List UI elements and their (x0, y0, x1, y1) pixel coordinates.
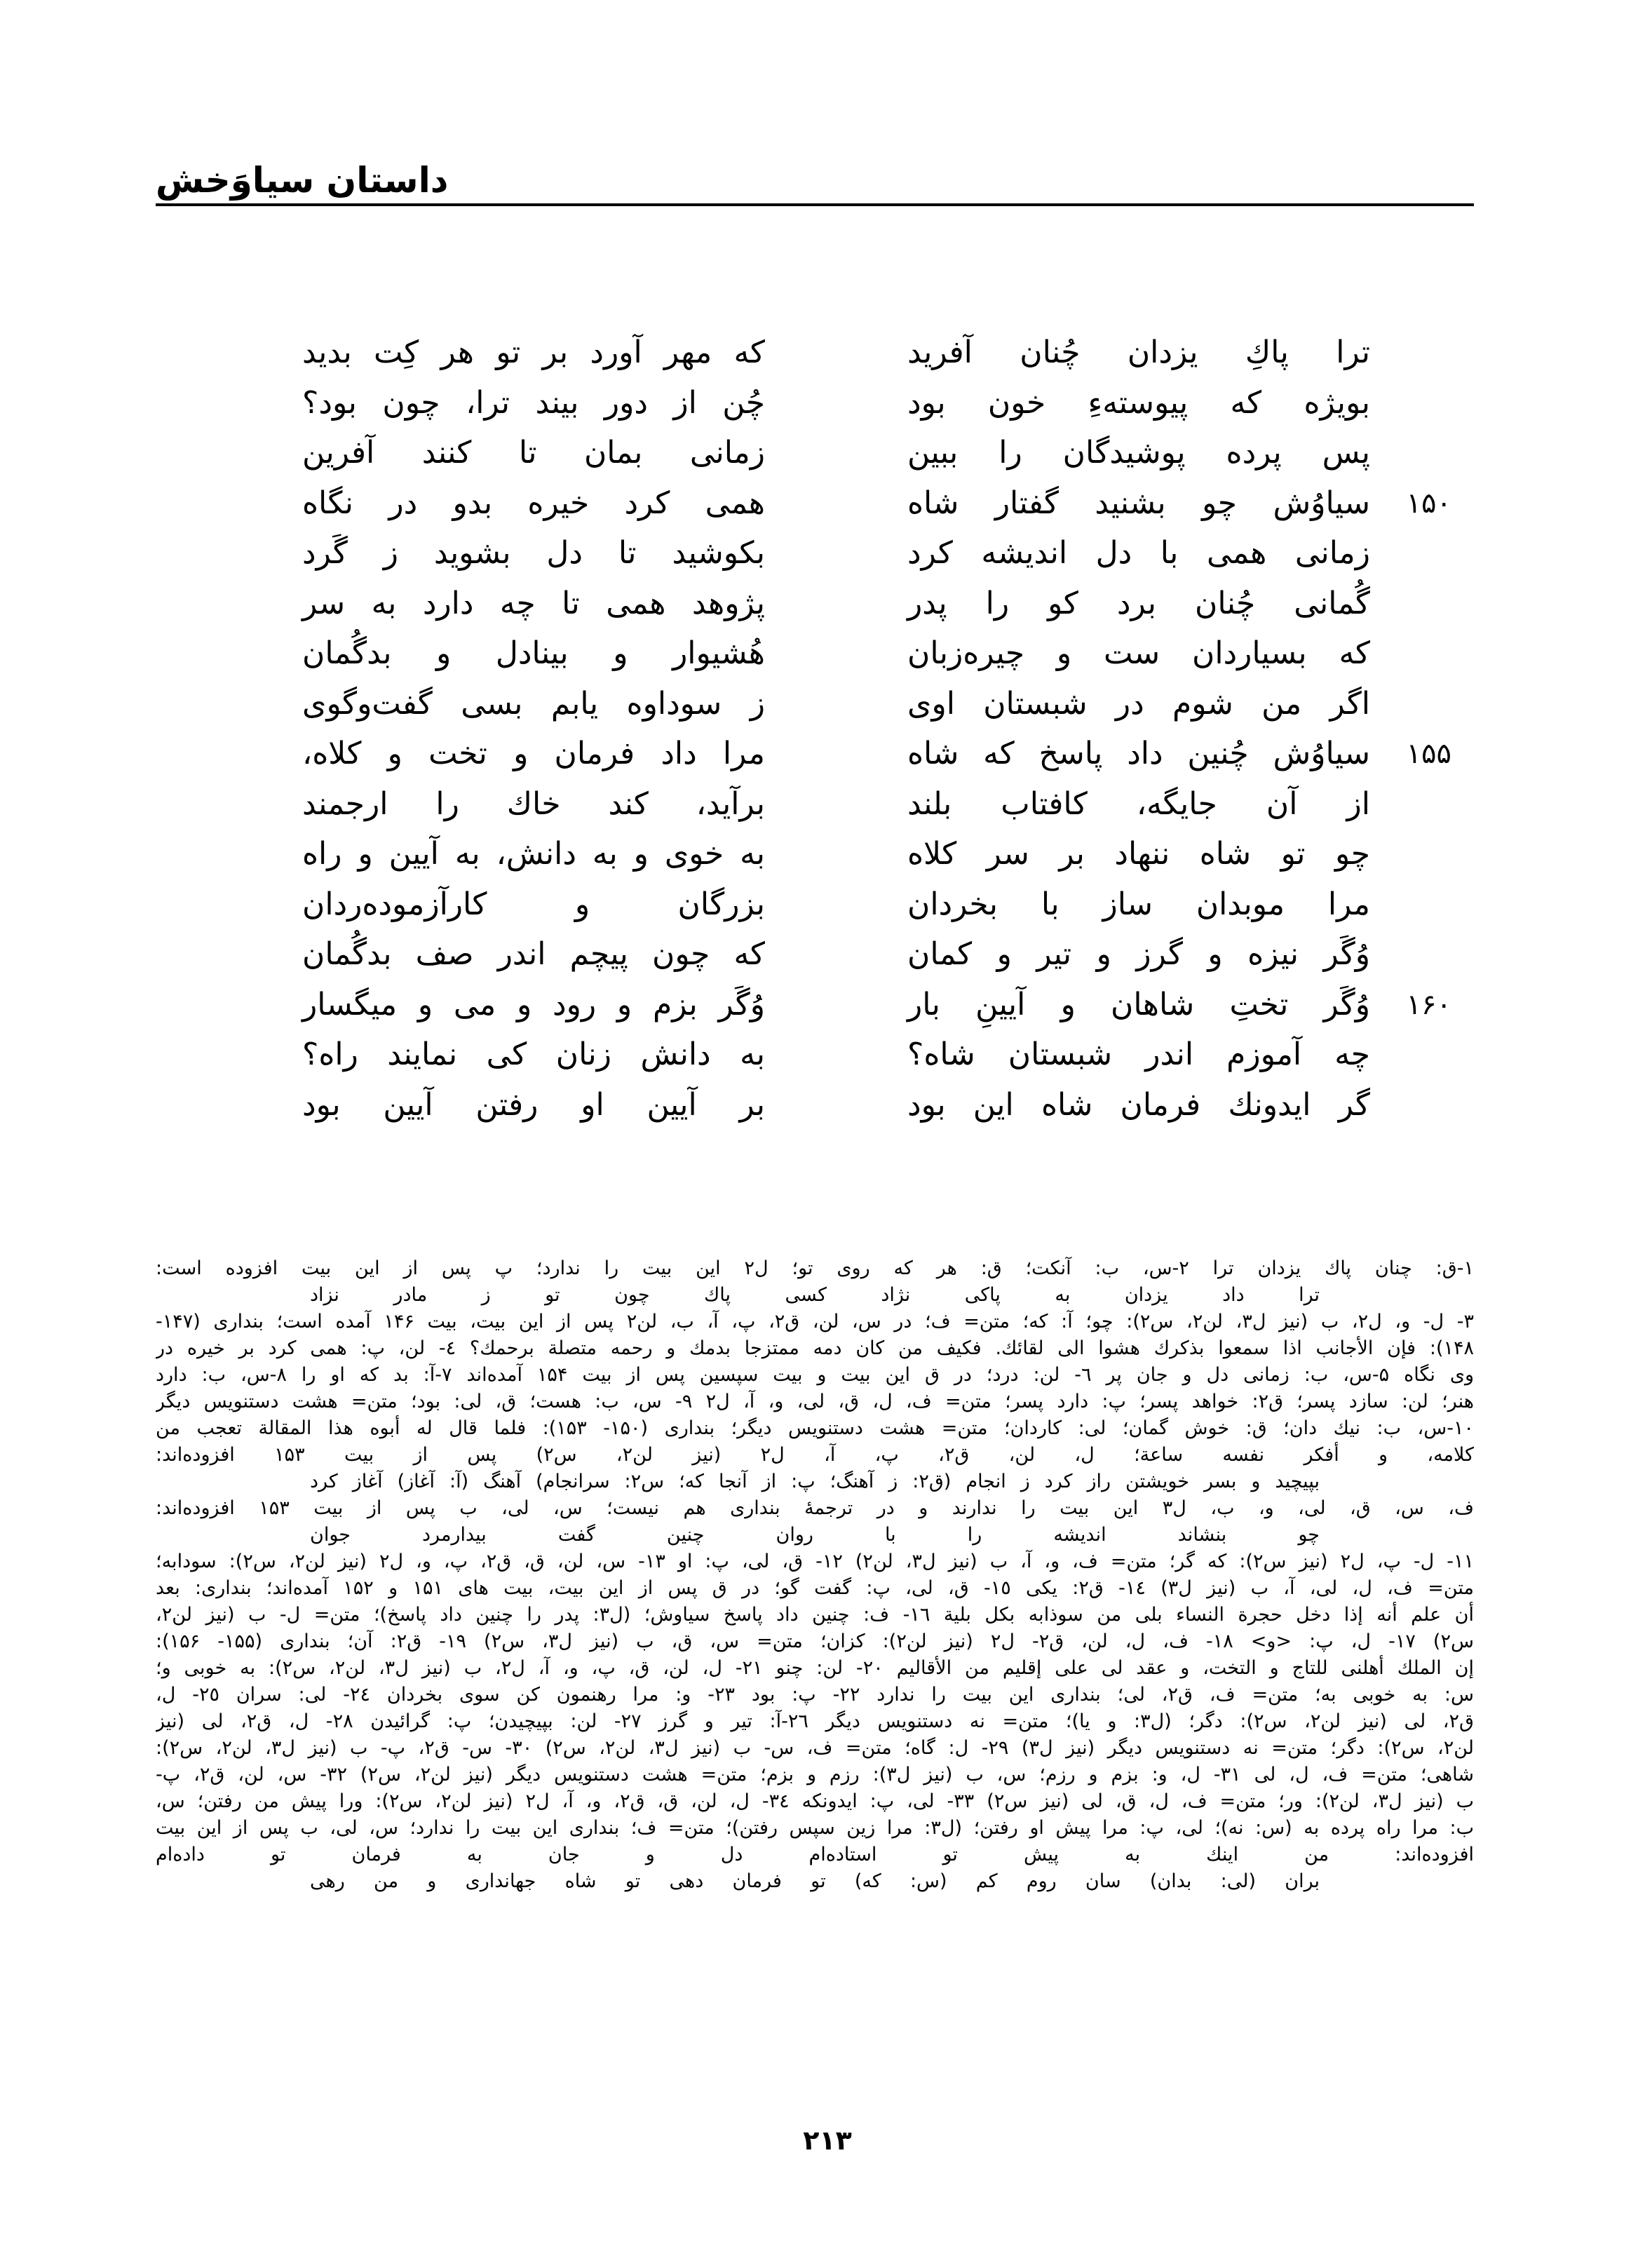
hemistich-first: گر ایدونك فرمان شاه این بود (907, 1086, 1370, 1123)
verse-row (0, 430, 1645, 478)
footnote-line: إن الملك أهلنی للتاج و التخت، و عقد لی علی إقلیم من الأقالیم ٢٠- لن: چنو ٢١- ل، لن، ق، پ، و، آ، ل۲، ب (نیز ل۳، لن۲، س۲): به خوبی و؛ (156, 1657, 1474, 1679)
hemistich-first: ترا پاكِ یزدان چُنان آفرید (907, 335, 1370, 370)
footnote-line: ۳- ل- و، ل۲، ب (نیز ل۳، لن۲، س۲): چو؛ آ: كه؛ متن= ف؛ در س، لن، ق۲، پ، آ، ب، لن۲ پس از این بیت، بیت ۱۴۶ آمده است؛ بنداری (۱۴۷- (156, 1311, 1474, 1332)
footnote-line: ۱۰-س، ب: نیك دان؛ ق: خوش گمان؛ لی: كاردان؛ متن= هشت دستنویس دیگر؛ بنداری (۱۵۰- ۱۵۳): فلما قال له أبوه هذا المقالة تعجب من (156, 1417, 1474, 1439)
hemistich-second: برآید، كند خاك را ارجمند (302, 785, 765, 822)
footnote-quoted-verse: ترا داد یزدان به پاكی نژاد كسی پاك چون تو ز مادر نزاد (310, 1284, 1320, 1306)
hemistich-second: كه چون پیچم اندر صف بدگُمان (302, 936, 765, 972)
hemistich-second: ز سوداوه یابم بسی گفت‌وگوی (302, 685, 765, 722)
hemistich-second: چُن از دور بیند ترا، چون بود؟ (302, 384, 765, 421)
hemistich-second: بكوشید تا دل بشوید ز گَرد (302, 535, 765, 571)
hemistich-second: همی كرد خیره بدو در نگاه (302, 485, 765, 521)
hemistich-first: مرا موبدان ساز با بخردان (907, 886, 1370, 922)
footnote-line: افزوده‌اند: من اینك به پیش تو استاده‌ام دل و جان به فرمان تو داده‌ام (156, 1844, 1474, 1865)
hemistich-first: زمانی همی با دل اندیشه كرد (907, 535, 1370, 571)
verse-row (0, 681, 1645, 729)
footnote-line: س: به خوبی به؛ متن= ف، ق۲، لی؛ بنداری این بیت را ندارد ٢٢- پ: بود ٢٣- و: مرا رهنمون كن سوی بخردان ٢٤- لی: سران ٢٥- ل، (156, 1684, 1474, 1706)
hemistich-first: بویژه كه پیوستهءِ خون بود (907, 384, 1370, 421)
hemistich-second: به دانش زنان كی نمایند راه؟ (302, 1037, 765, 1072)
footnote-line: لن۲، س۲): دگر؛ متن= نه دستنویس دیگر (نیز ل۳) ٢٩- ل: گاه؛ متن= ف، س- ب (نیز ل۳، لن۲، س۲) ٣٠- س- ق۲، پ- ب (نیز ل۳، لن۲، س۲): (156, 1737, 1474, 1759)
footnote-quoted-verse: چو بنشاند اندیشه را با روان چنین گفت بیدارمرد جوان (310, 1524, 1320, 1546)
verse-row (0, 831, 1645, 879)
footnote-line: ف، س، ق، لی، و، ب، ل۳ این بیت را ندارند و در ترجمهٔ بنداری هم نیست؛ س، لی، ب پس از بیت ۱۵۳ افزوده‌اند: (156, 1497, 1474, 1519)
verse-row (0, 1032, 1645, 1080)
hemistich-first: سیاوُش چُنین داد پاسخ كه شاه (907, 736, 1370, 771)
hemistich-second: پژوهد همی تا چه دارد به سر (302, 585, 765, 621)
hemistich-second: وُگَر بزم و رود و می و میگسار (302, 986, 765, 1022)
footnote-line: هنر؛ لن: سازد پسر؛ ق۲: خواهد پسر؛ پ: دارد پسر؛ متن= ف، ل، ق، لی، و، آ، ل۲ ۹- س، ب: هست؛ ق، لی: بود؛ متن= هشت دستنویس دیگر (156, 1391, 1474, 1412)
hemistich-first: چه آموزم اندر شبستان شاه؟ (907, 1037, 1370, 1072)
verse-row (0, 1082, 1645, 1130)
hemistich-second: به خوی و به دانش، به آیین و راه (302, 836, 765, 872)
verse-row (0, 330, 1645, 378)
verse-row (0, 882, 1645, 930)
verse-number: ۱۵۰ (1406, 487, 1451, 520)
footnote-quoted-verse: بپیچید و بسر خویشتن راز كرد ز انجام (ق۲: ز آهنگ؛ پ: از آنجا كه؛ س۲: سرانجام) آهنگ (آ: آغاز) آغاز كرد (310, 1471, 1320, 1492)
verse-row (0, 581, 1645, 629)
footnote-line: أن علم أنه إذا دخل حجرة النساء بلی من سوذابه بكل بلیة ١٦- ف: چنین داد پاسخ سیاوش؛ (ل۳: پدر را چنین داد پاسخ)؛ متن= ل- ب (نیز لن۲، (156, 1604, 1474, 1626)
running-header-title: داستان سیاوَخش (156, 160, 449, 201)
verse-row (0, 530, 1645, 579)
verse-number: ۱۵۵ (1406, 738, 1451, 770)
footnote-line: شاهی؛ متن= ف، ل، لی ٣١- ل، و: بزم و رزم؛ س، ب (نیز ل۳): رزم و بزم؛ متن= هشت دستنویس دیگر (نیز لن۲، س۲) ٣٢- س، لن، ق۲، پ- (156, 1764, 1474, 1786)
verse-row (0, 781, 1645, 830)
footnote-line: ب (نیز ل۳، لن۲): ور؛ متن= ف، ل، ق، لی (نیز س۲) ٣٣- لی، پ: ایدونكه ٣٤- ل، لن، ق، ق۲، و، آ، ل۲ (نیز لن۲، س۲): ورا پیش من رفتن؛ س، (156, 1790, 1474, 1812)
hemistich-second: زمانی بمان تا كنند آفرین (302, 435, 765, 471)
footnote-line: ۱۴۸): فإن الأجانب اذا سمعوا بذكرك هشوا الی لقائك. فكیف من كان دمه ممتزجا بدمك و رحمه متصلة برحمك؟ ٤- لن، پ: همی كرد بر خیره در (156, 1337, 1474, 1359)
hemistich-first: از آن جایگه، كافتاب بلند (907, 785, 1370, 822)
header-rule (156, 203, 1474, 206)
footnote-line: وی نگاه ۵-س، ب: زمانی دل و جان پر ٦- لن: درد؛ در ق این بیت و بیت سپسین پس از بیت ۱۵۴ آمده‌اند ۷-آ: بد كه او را ۸-س، ب: دارد (156, 1364, 1474, 1386)
verse-row (0, 380, 1645, 428)
verse-row (0, 982, 1645, 1030)
footnote-quoted-verse: بران (لی: بدان) سان روم كم (س: كه) تو فرمان دهی تو شاه جهانداری و من رهی (310, 1870, 1320, 1892)
hemistich-second: مرا داد فرمان و تخت و كلاه، (302, 736, 765, 771)
footnote-line: كلامه، و أفكر نفسه ساعة؛ ل، لن، ق۲، پ، آ، ل۲ (نیز لن۲، س۲) پس از بیت ۱۵۳ افزوده‌اند: (156, 1444, 1474, 1466)
hemistich-first: چو تو شاه ننهاد بر سر كلاه (907, 836, 1370, 872)
footnote-line: ق۲، لی (نیز لن۲، س۲): دگر؛ (ل۳: و یا)؛ متن= نه دستنویس دیگر ٢٦-آ: تیر و گرز ٢٧- لن: بپیچیدن؛ پ: گرائیدن ٢٨- ل، ق۲، لی (نیز (156, 1710, 1474, 1732)
verse-row (0, 480, 1645, 529)
footnote-line: متن= ف، ل، لی، آ، ب (نیز ل۳) ١٤- ق۲: یكی ١٥- ق، لی، پ: گفت گو؛ در ق پس از این بیت، بیت های ۱۵۱ و ۱۵۲ آمده‌اند؛ بنداری: بعد (156, 1577, 1474, 1599)
hemistich-first: كه بسیاردان ست و چیره‌زبان (907, 635, 1370, 671)
hemistich-second: بزرگان و كارآزموده‌ردان (302, 886, 765, 922)
footnote-line: س۲) ١٧- ل، پ: <و> ١٨- ف، ل، لن، ق۲- ل۲ (نیز لن۲): كزان؛ متن= س، ق، ب (نیز ل۳، س۲) ١٩- ق۲: آن؛ بنداری (۱۵۵- ۱۵۶): (156, 1631, 1474, 1652)
page-number: ۲۱۳ (803, 2125, 852, 2156)
hemistich-first: سیاوُش چو بشنید گفتار شاه (907, 485, 1370, 521)
hemistich-first: وُگَر نیزه و گرز و تیر و كمان (907, 936, 1370, 972)
verse-number: ۱۶۰ (1406, 988, 1451, 1021)
footnote-line: ۱۱- ل- پ، ل۲ (نیز س۲): كه گر؛ متن= ف، و، آ، ب (نیز ل۳، لن۲) ۱۲- ق، لی، پ: او ۱۳- س، لن، ق، ق۲، پ، و، ل۲ (نیز لن۲، س۲): سودابه؛ (156, 1551, 1474, 1572)
footnote-line: ۱-ق: چنان پاك یزدان ترا ۲-س، ب: آنكت؛ ق: هر كه روی تو؛ ل۲ این بیت را ندارد؛ پ پس از این بیت افزوده است: (156, 1257, 1474, 1279)
hemistich-second: بر آیین او رفتن آیین بود (302, 1086, 765, 1123)
hemistich-first: وُگَر تختِ شاهان و آیینِ بار (907, 986, 1370, 1022)
footnotes-block (156, 1255, 1474, 1895)
hemistich-second: كه مهر آورد بر تو هر كِت بدید (302, 335, 765, 370)
hemistich-first: اگر من شوم در شبستان اوی (907, 685, 1370, 722)
hemistich-first: پس پرده پوشیدگان را ببین (907, 435, 1370, 471)
hemistich-first: گُمانی چُنان برد كو را پدر (907, 585, 1370, 621)
verse-row (0, 630, 1645, 679)
verse-row (0, 731, 1645, 779)
verse-row (0, 931, 1645, 980)
footnote-line: ب: مرا راه پرده به (س: نه)؛ لی، پ: مرا پیش او رفتن؛ (ل۳: مرا زین سپس رفتن)؛ متن= ف؛ بنداری این بیت را ندارد؛ س، لی، ب پس از این بیت (156, 1817, 1474, 1839)
hemistich-second: هُشیوار و بینادل و بدگُمان (302, 635, 765, 671)
